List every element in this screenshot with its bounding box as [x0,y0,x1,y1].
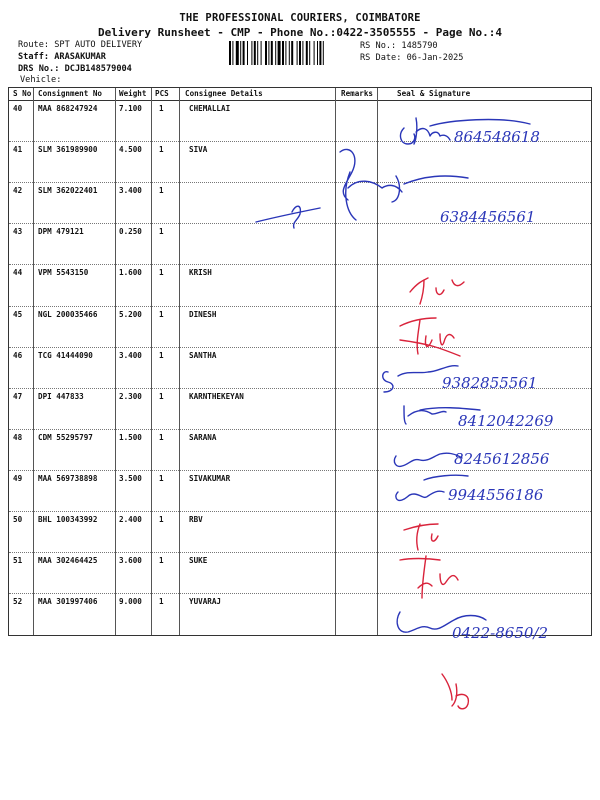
cell-pcs: 1 [159,104,164,113]
col-weight: Weight [119,89,147,98]
phone-row49: 9944556186 [448,486,544,504]
cell-sno: 50 [13,515,23,524]
cell-consignment-no: BHL 100343992 [38,515,98,524]
cell-consignee: RBV [189,515,203,524]
company-title: THE PROFESSIONAL COURIERS, COIMBATORE [179,12,421,24]
cell-pcs: 1 [159,432,164,442]
barcode-image [229,41,356,65]
row-separator [9,388,591,389]
cell-consignee: SARANA [189,432,217,442]
row-separator [9,182,591,183]
cell-pcs: 1 [159,597,164,607]
cell-weight: 1.500 [119,432,142,442]
row-separator [9,593,591,594]
cell-pcs: 1 [159,391,164,401]
cell-consignment-no: MAA 868247924 [38,104,98,113]
phone-row42: 6384456561 [440,208,536,226]
cell-consignment-no: MAA 301997406 [38,597,98,607]
cell-consignee: SUKE [189,556,208,566]
cell-sno: 47 [13,391,23,401]
cell-weight: 0.250 [119,227,142,237]
cell-consignment-no: MAA 302464425 [38,556,98,566]
cell-consignment-no: DPI 447833 [38,391,84,401]
phone-row47: 8412042269 [458,412,554,430]
cell-pcs: 1 [159,473,164,483]
stamp-bottom [442,674,468,709]
cell-consignee: SIVA [189,145,208,155]
cell-sno: 51 [13,556,23,566]
staff-line [18,52,106,62]
col-consignment: Consignment No [38,89,103,98]
rs-date: RS Date: 06-Jan-2025 [360,53,464,63]
cell-pcs: 1 [159,556,164,566]
row-separator [9,429,591,430]
cell-weight: 7.100 [119,104,142,113]
cell-sno: 48 [13,432,23,442]
cell-pcs: 1 [159,227,164,237]
cell-sno: 46 [13,350,23,360]
cell-sno: 43 [13,227,23,237]
cell-sno: 42 [13,186,23,196]
cell-sno: 45 [13,309,23,319]
cell-pcs: 1 [159,309,164,319]
cell-consignment-no: VPM 5543150 [38,268,89,278]
cell-sno: 52 [13,597,23,607]
cell-weight: 3.600 [119,556,142,566]
rs-number: RS No.: 1485790 [360,41,438,51]
phone-row40: 864548618 [454,128,540,146]
cell-pcs: 1 [159,350,164,360]
cell-pcs: 1 [159,268,164,278]
cell-consignee: DINESH [189,309,217,319]
cell-consignment-no: SLM 361989900 [38,145,98,155]
row-separator [9,141,591,142]
cell-consignee: KARNTHEKEYAN [189,391,244,401]
col-remarks: Remarks [341,89,374,98]
cell-weight: 2.400 [119,515,142,524]
cell-sno: 44 [13,268,23,278]
row-separator [9,511,591,512]
row-separator [9,264,591,265]
row-separator [9,552,591,553]
col-seal-signature: Seal & Signature [397,89,471,98]
runsheet-title: Delivery Runsheet - CMP - Phone No.:0422-3505555 - Page No.:4 [98,26,502,39]
phone-row52: 0422-8650/2 [452,624,549,642]
cell-consignee: CHEMALLAI [189,104,231,113]
cell-weight: 5.200 [119,309,142,319]
cell-consignment-no: MAA 569738898 [38,473,98,483]
cell-consignment-no: TCG 41444090 [38,350,93,360]
cell-weight: 3.500 [119,473,142,483]
table-header-row [9,88,591,101]
staff-label: Staff: [18,52,50,62]
cell-weight: 3.400 [119,350,142,360]
row-separator [9,470,591,471]
cell-consignment-no: DPM 479121 [38,227,84,237]
cell-pcs: 1 [159,186,164,196]
col-consignee: Consignee Details [185,89,263,98]
drs-line [18,64,132,74]
vehicle-label: Vehicle: [20,75,62,85]
cell-weight: 4.500 [119,145,142,155]
cell-pcs: 1 [159,145,164,155]
cell-consignee: SIVAKUMAR [189,473,231,483]
phone-row46: 9382855561 [442,374,538,392]
col-pcs: PCS [155,89,169,98]
cell-consignee: YUVARAJ [189,597,222,607]
cell-weight: 1.600 [119,268,142,278]
cell-weight: 9.000 [119,597,142,607]
phone-row48: 8245612856 [454,450,550,468]
route-label: Route: SPT AUTO DELIVERY [18,40,143,50]
drs-value: DCJB148579004 [64,64,132,74]
row-separator [9,306,591,307]
cell-sno: 40 [13,104,23,113]
runsheet-table [8,87,592,636]
cell-consignee: SANTHA [189,350,217,360]
row-separator [9,223,591,224]
cell-consignment-no: CDM 55295797 [38,432,93,442]
cell-consignment-no: NGL 200035466 [38,309,98,319]
staff-value: ARASAKUMAR [54,52,106,62]
cell-pcs: 1 [159,515,164,524]
cell-sno: 49 [13,473,23,483]
cell-weight: 3.400 [119,186,142,196]
cell-sno: 41 [13,145,23,155]
drs-label: DRS No.: [18,64,60,74]
cell-consignment-no: SLM 362022401 [38,186,98,196]
cell-weight: 2.300 [119,391,142,401]
cell-consignee: KRISH [189,268,212,278]
row-separator [9,347,591,348]
col-sno: S No [13,89,32,98]
